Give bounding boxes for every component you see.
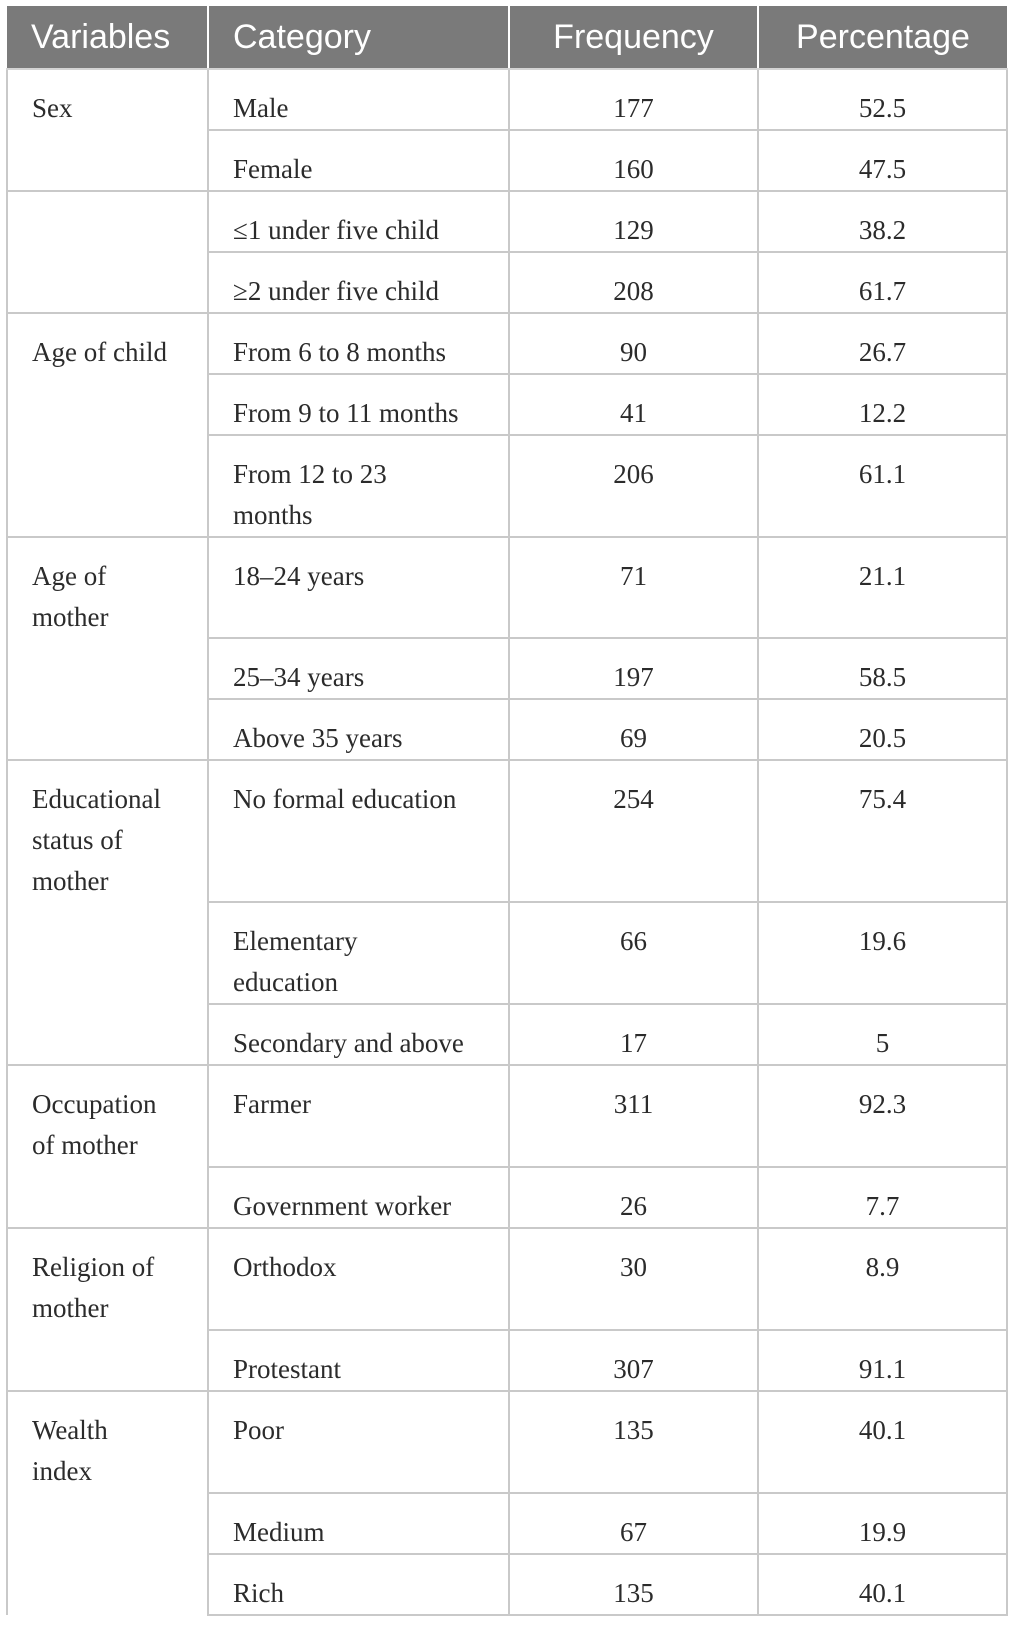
frequency-cell: 17 — [509, 1004, 758, 1065]
percentage-cell: 91.1 — [758, 1330, 1007, 1391]
frequency-cell: 197 — [509, 638, 758, 699]
frequency-cell: 208 — [509, 252, 758, 313]
table-row — [7, 313, 1007, 374]
percentage-cell: 26.7 — [758, 313, 1007, 374]
header-frequency: Frequency — [509, 6, 758, 69]
table-row — [7, 537, 1007, 638]
category-cell: From 6 to 8 months — [208, 313, 509, 374]
category-cell: Above 35 years — [208, 699, 509, 760]
frequency-cell: 206 — [509, 435, 758, 537]
category-cell: ≤1 under five child — [208, 191, 509, 252]
table-row — [7, 1228, 1007, 1330]
table-row — [7, 1391, 1007, 1493]
frequency-cell: 160 — [509, 130, 758, 191]
percentage-cell: 47.5 — [758, 130, 1007, 191]
table-row — [7, 1065, 1007, 1167]
frequency-cell: 41 — [509, 374, 758, 435]
category-cell: From 9 to 11 months — [208, 374, 509, 435]
category-cell: Orthodox — [208, 1228, 509, 1330]
percentage-cell: 61.7 — [758, 252, 1007, 313]
table-row — [7, 760, 1007, 902]
category-cell: Government worker — [208, 1167, 509, 1228]
frequency-cell: 30 — [509, 1228, 758, 1330]
category-cell: Poor — [208, 1391, 509, 1493]
frequency-cell: 307 — [509, 1330, 758, 1391]
variable-cell: Wealth index — [7, 1391, 208, 1615]
category-cell: Farmer — [208, 1065, 509, 1167]
header-variables: Variables — [7, 6, 208, 69]
percentage-cell: 58.5 — [758, 638, 1007, 699]
category-cell: ≥2 under five child — [208, 252, 509, 313]
table-row — [7, 69, 1007, 130]
percentage-cell: 7.7 — [758, 1167, 1007, 1228]
frequency-cell: 135 — [509, 1554, 758, 1615]
category-cell: Male — [208, 69, 509, 130]
percentage-cell: 5 — [758, 1004, 1007, 1065]
header-row — [7, 6, 1007, 69]
category-cell: 18–24 years — [208, 537, 509, 638]
frequency-cell: 69 — [509, 699, 758, 760]
table-container — [6, 6, 1006, 1616]
frequency-cell: 71 — [509, 537, 758, 638]
variable-cell: Religion of mother — [7, 1228, 208, 1391]
percentage-cell: 21.1 — [758, 537, 1007, 638]
frequency-cell: 66 — [509, 902, 758, 1004]
percentage-cell: 19.6 — [758, 902, 1007, 1004]
frequency-cell: 311 — [509, 1065, 758, 1167]
frequency-cell: 67 — [509, 1493, 758, 1554]
frequency-cell: 135 — [509, 1391, 758, 1493]
variable-cell: Educational status of mother — [7, 760, 208, 1065]
category-cell: No formal education — [208, 760, 509, 902]
table-row — [7, 191, 1007, 252]
category-cell: Protestant — [208, 1330, 509, 1391]
variable-cell: Age of mother — [7, 537, 208, 760]
percentage-cell: 38.2 — [758, 191, 1007, 252]
category-cell: 25–34 years — [208, 638, 509, 699]
category-cell: Secondary and above — [208, 1004, 509, 1065]
category-cell: Female — [208, 130, 509, 191]
variable-cell: Occupation of mother — [7, 1065, 208, 1228]
percentage-cell: 8.9 — [758, 1228, 1007, 1330]
frequency-cell: 26 — [509, 1167, 758, 1228]
variable-cell — [7, 191, 208, 313]
category-cell: Medium — [208, 1493, 509, 1554]
frequency-cell: 254 — [509, 760, 758, 902]
frequency-cell: 177 — [509, 69, 758, 130]
category-cell: From 12 to 23 months — [208, 435, 509, 537]
header-percentage: Percentage — [758, 6, 1007, 69]
category-cell: Elementary education — [208, 902, 509, 1004]
percentage-cell: 20.5 — [758, 699, 1007, 760]
percentage-cell: 52.5 — [758, 69, 1007, 130]
frequency-cell: 129 — [509, 191, 758, 252]
variable-cell: Sex — [7, 69, 208, 191]
data-table — [6, 6, 1008, 1616]
percentage-cell: 61.1 — [758, 435, 1007, 537]
percentage-cell: 40.1 — [758, 1391, 1007, 1493]
percentage-cell: 92.3 — [758, 1065, 1007, 1167]
percentage-cell: 19.9 — [758, 1493, 1007, 1554]
variable-cell: Age of child — [7, 313, 208, 537]
percentage-cell: 75.4 — [758, 760, 1007, 902]
category-cell: Rich — [208, 1554, 509, 1615]
frequency-cell: 90 — [509, 313, 758, 374]
header-category: Category — [208, 6, 509, 69]
percentage-cell: 12.2 — [758, 374, 1007, 435]
percentage-cell: 40.1 — [758, 1554, 1007, 1615]
